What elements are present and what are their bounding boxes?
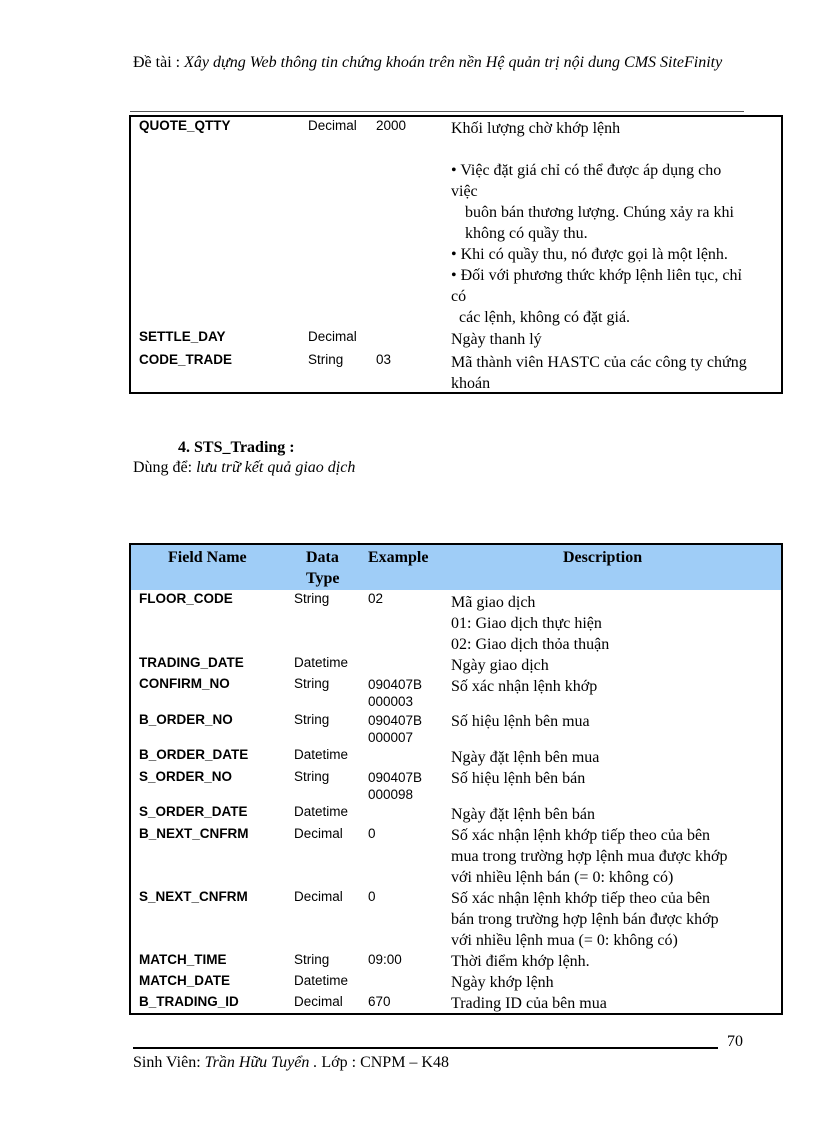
header-divider: [130, 111, 744, 112]
field-type: Datetime: [294, 747, 349, 762]
field-name: QUOTE_QTTY: [139, 118, 231, 133]
field-name: B_TRADING_ID: [139, 994, 239, 1009]
field-description: Ngày giao dịch: [451, 657, 549, 674]
table-header: [131, 545, 781, 590]
field-example: 09:00: [368, 952, 402, 967]
field-name: S_NEXT_CNFRM: [139, 889, 248, 904]
purpose-label: Dùng để:: [133, 459, 193, 476]
field-description: Mã thành viên HASTC của các công ty chứng khoán: [451, 354, 747, 392]
field-type: String: [294, 591, 330, 606]
field-example: 090407B 000098: [368, 770, 423, 802]
topic-label: Đề tài :: [133, 54, 181, 71]
header-description: Description: [563, 549, 643, 566]
field-name: B_ORDER_DATE: [139, 747, 249, 762]
field-description: Ngày đặt lệnh bên bán: [451, 806, 595, 823]
header-example: Example: [368, 549, 429, 566]
field-type: Datetime: [294, 655, 349, 670]
field-example: 03: [376, 352, 392, 367]
field-name: MATCH_TIME: [139, 952, 227, 967]
field-description: Ngày đặt lệnh bên mua: [451, 749, 600, 766]
field-type: String: [294, 769, 330, 784]
field-example: 02: [368, 591, 384, 606]
section-purpose: [133, 459, 355, 477]
topic-title: Xây dựng Web thông tin chứng khoán trên nền Hệ quản trị nội dung CMS SiteFinity: [184, 54, 723, 71]
field-type: Decimal: [308, 329, 357, 344]
field-name: CONFIRM_NO: [139, 676, 230, 691]
field-name: S_ORDER_NO: [139, 769, 233, 784]
field-example: 670: [368, 994, 391, 1009]
field-example: 2000: [376, 118, 407, 133]
field-description: Số hiệu lệnh bên bán: [451, 770, 586, 787]
student-label: Sinh Viên:: [133, 1054, 201, 1071]
field-type: Decimal: [294, 889, 343, 904]
field-type: String: [294, 676, 330, 691]
page-footer: [133, 1054, 449, 1072]
field-description: Số xác nhận lệnh khớp tiếp theo của bên mua trong trường hợp lệnh mua được khớp với nhiều lệnh bán (= 0: không có): [451, 827, 728, 886]
field-name: CODE_TRADE: [139, 352, 233, 367]
field-name: SETTLE_DAY: [139, 329, 226, 344]
field-name: B_NEXT_CNFRM: [139, 826, 249, 841]
field-example: 0: [368, 826, 376, 841]
purpose-text: lưu trữ kết quả giao dịch: [196, 459, 356, 476]
field-example: 0: [368, 889, 376, 904]
field-type: String: [294, 952, 330, 967]
field-type: Decimal: [308, 118, 357, 133]
page-number: 70: [727, 1033, 743, 1050]
class-text: Lớp : CNPM – K48: [321, 1054, 449, 1071]
section-title: 4. STS_Trading :: [178, 439, 295, 456]
field-type: Decimal: [294, 994, 343, 1009]
header-field-name: Field Name: [168, 549, 247, 566]
field-description: Số xác nhận lệnh khớp tiếp theo của bên bán trong trường hợp lệnh bán được khớp với nhiều lệnh mua (= 0: không có): [451, 890, 719, 949]
sts-trading-table: [129, 543, 783, 1015]
field-description: Trading ID của bên mua: [451, 995, 607, 1012]
field-name: S_ORDER_DATE: [139, 804, 248, 819]
page-header: [133, 52, 733, 74]
field-name: B_ORDER_NO: [139, 712, 233, 727]
field-type: String: [294, 712, 330, 727]
field-description: Thời điểm khớp lệnh.: [451, 953, 590, 970]
field-type: String: [308, 352, 344, 367]
field-description: Khối lượng chờ khớp lệnh • Việc đặt giá chỉ có thể được áp dụng cho việc buôn bán thương lượng. Chúng xảy ra khi không có quầy thu. • Khi có quầy thu, nó được gọi là một lệnh. • Đối với phương thức khớp lệnh liên tục, chỉ có các lệnh, không có đặt giá.: [451, 120, 742, 326]
field-description: Ngày thanh lý: [451, 331, 542, 348]
student-name: Trần Hữu Tuyển .: [204, 1054, 318, 1071]
field-name: MATCH_DATE: [139, 973, 230, 988]
field-name: TRADING_DATE: [139, 655, 244, 670]
footer-divider: [133, 1047, 718, 1049]
field-type: Datetime: [294, 804, 349, 819]
field-type: Datetime: [294, 973, 349, 988]
field-description: Số xác nhận lệnh khớp: [451, 678, 598, 695]
field-type: Decimal: [294, 826, 343, 841]
data-table-continued: [129, 115, 783, 394]
field-description: Mã giao dịch 01: Giao dịch thực hiện 02: Giao dịch thỏa thuận: [451, 594, 610, 653]
field-name: FLOOR_CODE: [139, 591, 233, 606]
field-description: Số hiệu lệnh bên mua: [451, 713, 590, 730]
field-example: 090407B 000007: [368, 713, 423, 745]
header-data-type: Data Type: [306, 549, 340, 587]
field-example: 090407B 000003: [368, 677, 423, 709]
field-description: Ngày khớp lệnh: [451, 974, 554, 991]
